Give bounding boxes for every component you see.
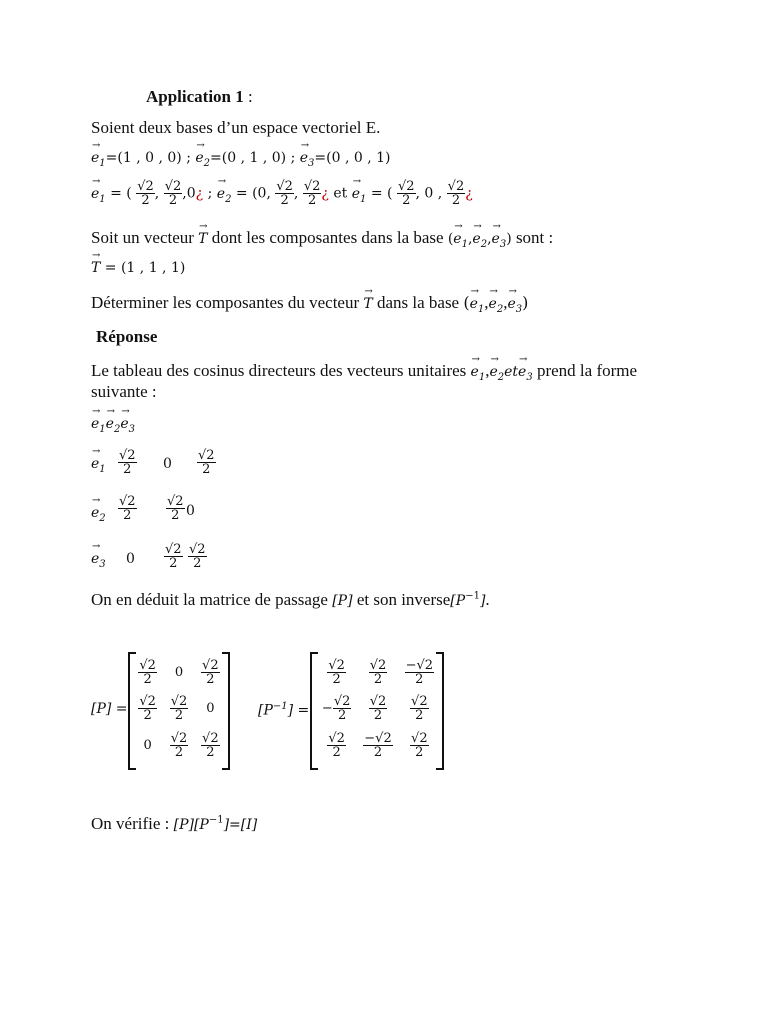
matPinv-label: $[P^{-1}]$ = bbox=[258, 701, 310, 719]
tableau-text-line2: suivante : bbox=[91, 382, 157, 401]
T-value: → T = (1 , 1 , 1) bbox=[91, 260, 185, 276]
cell-e3-2: $\frac{√2}{2}$ bbox=[165, 542, 182, 571]
reponse-heading: Réponse bbox=[96, 327, 158, 346]
application-title: Application 1 : bbox=[146, 87, 253, 106]
table-header: → $e_1\to e_2\to e_3$ bbox=[91, 416, 135, 435]
table-row-e3: → $e_3$ bbox=[91, 551, 106, 570]
base2-line: → $e_1$ = ( $\frac{√2}{2}$ , $\frac{√2}{2}$ ,0¿ ; → $e_2 = (0$, $\frac{√2}{2}$ , $\frac{√2}{2}$ ¿ et → $e_1$ = ( $\frac{√2}{2}$ , 0 , $\frac{√2}{2}$ ¿ bbox=[91, 180, 473, 207]
base1-line: → $e_1=(1$ , 0 , 0) ; → $e_2=(0$ , 1 , 0) ; → $e_3=(0$ , 0 , 1) bbox=[91, 150, 391, 169]
cell-e1-3: $\frac{√2}{2}$ bbox=[198, 448, 215, 477]
determine-text: Déterminer les composantes du vecteur → T dans la base (→ $e_1,\to e_2,\to e_3$) bbox=[91, 293, 528, 315]
cell-e2-3: 0 bbox=[186, 503, 195, 519]
intro-text: Soient deux bases d’un espace vectoriel E. bbox=[91, 118, 381, 137]
table-row-e1: → $e_1$ bbox=[91, 456, 106, 475]
cell-e1-1: $\frac{√2}{2}$ bbox=[119, 448, 136, 477]
vector-T-text: Soit un vecteur → T dont les composantes dans la base (→ $e_1,\to e_2,\to e_3$) sont : bbox=[91, 228, 553, 250]
table-row-e2: → $e_2$ bbox=[91, 505, 106, 524]
tableau-text-line1: Le tableau des cosinus directeurs des vecteurs unitaires → $e_1,\to e_2et\to e_3$ prend la forme bbox=[91, 361, 637, 383]
verifie-text: On vérifie : $[P][P^{-1}]=[I]$ bbox=[91, 814, 258, 833]
cell-e3-3: $\frac{√2}{2}$ bbox=[189, 542, 206, 571]
cell-e2-2: $\frac{√2}{2}$ bbox=[167, 494, 184, 523]
cell-e3-1: 0 bbox=[126, 551, 135, 567]
matrix-P-inverse: $\frac{√2}{2}$ $\frac{√2}{2}$ $\frac{-√2}{2}$ − $\frac{√2}{2}$ $\frac{√2}{2}$ $\frac{√2}{2}$ $\frac{√2}{2}$ $\frac{-√2}{2}$ $\frac{√2}{2}$ bbox=[321, 657, 434, 761]
cell-e1-2: 0 bbox=[163, 456, 172, 472]
matrix-P: $\frac{√2}{2}$ 0 $\frac{√2}{2}$ $\frac{√2}{2}$ $\frac{√2}{2}$ 0 0 $\frac{√2}{2}$ $\frac{√2}{2}$ bbox=[139, 657, 219, 761]
deduit-text: On en déduit la matrice de passage [P] et son $inverse[P^{-1}]$. bbox=[91, 590, 490, 609]
cell-e2-1: $\frac{√2}{2}$ bbox=[119, 494, 136, 523]
matP-label: [P] = bbox=[91, 701, 128, 717]
